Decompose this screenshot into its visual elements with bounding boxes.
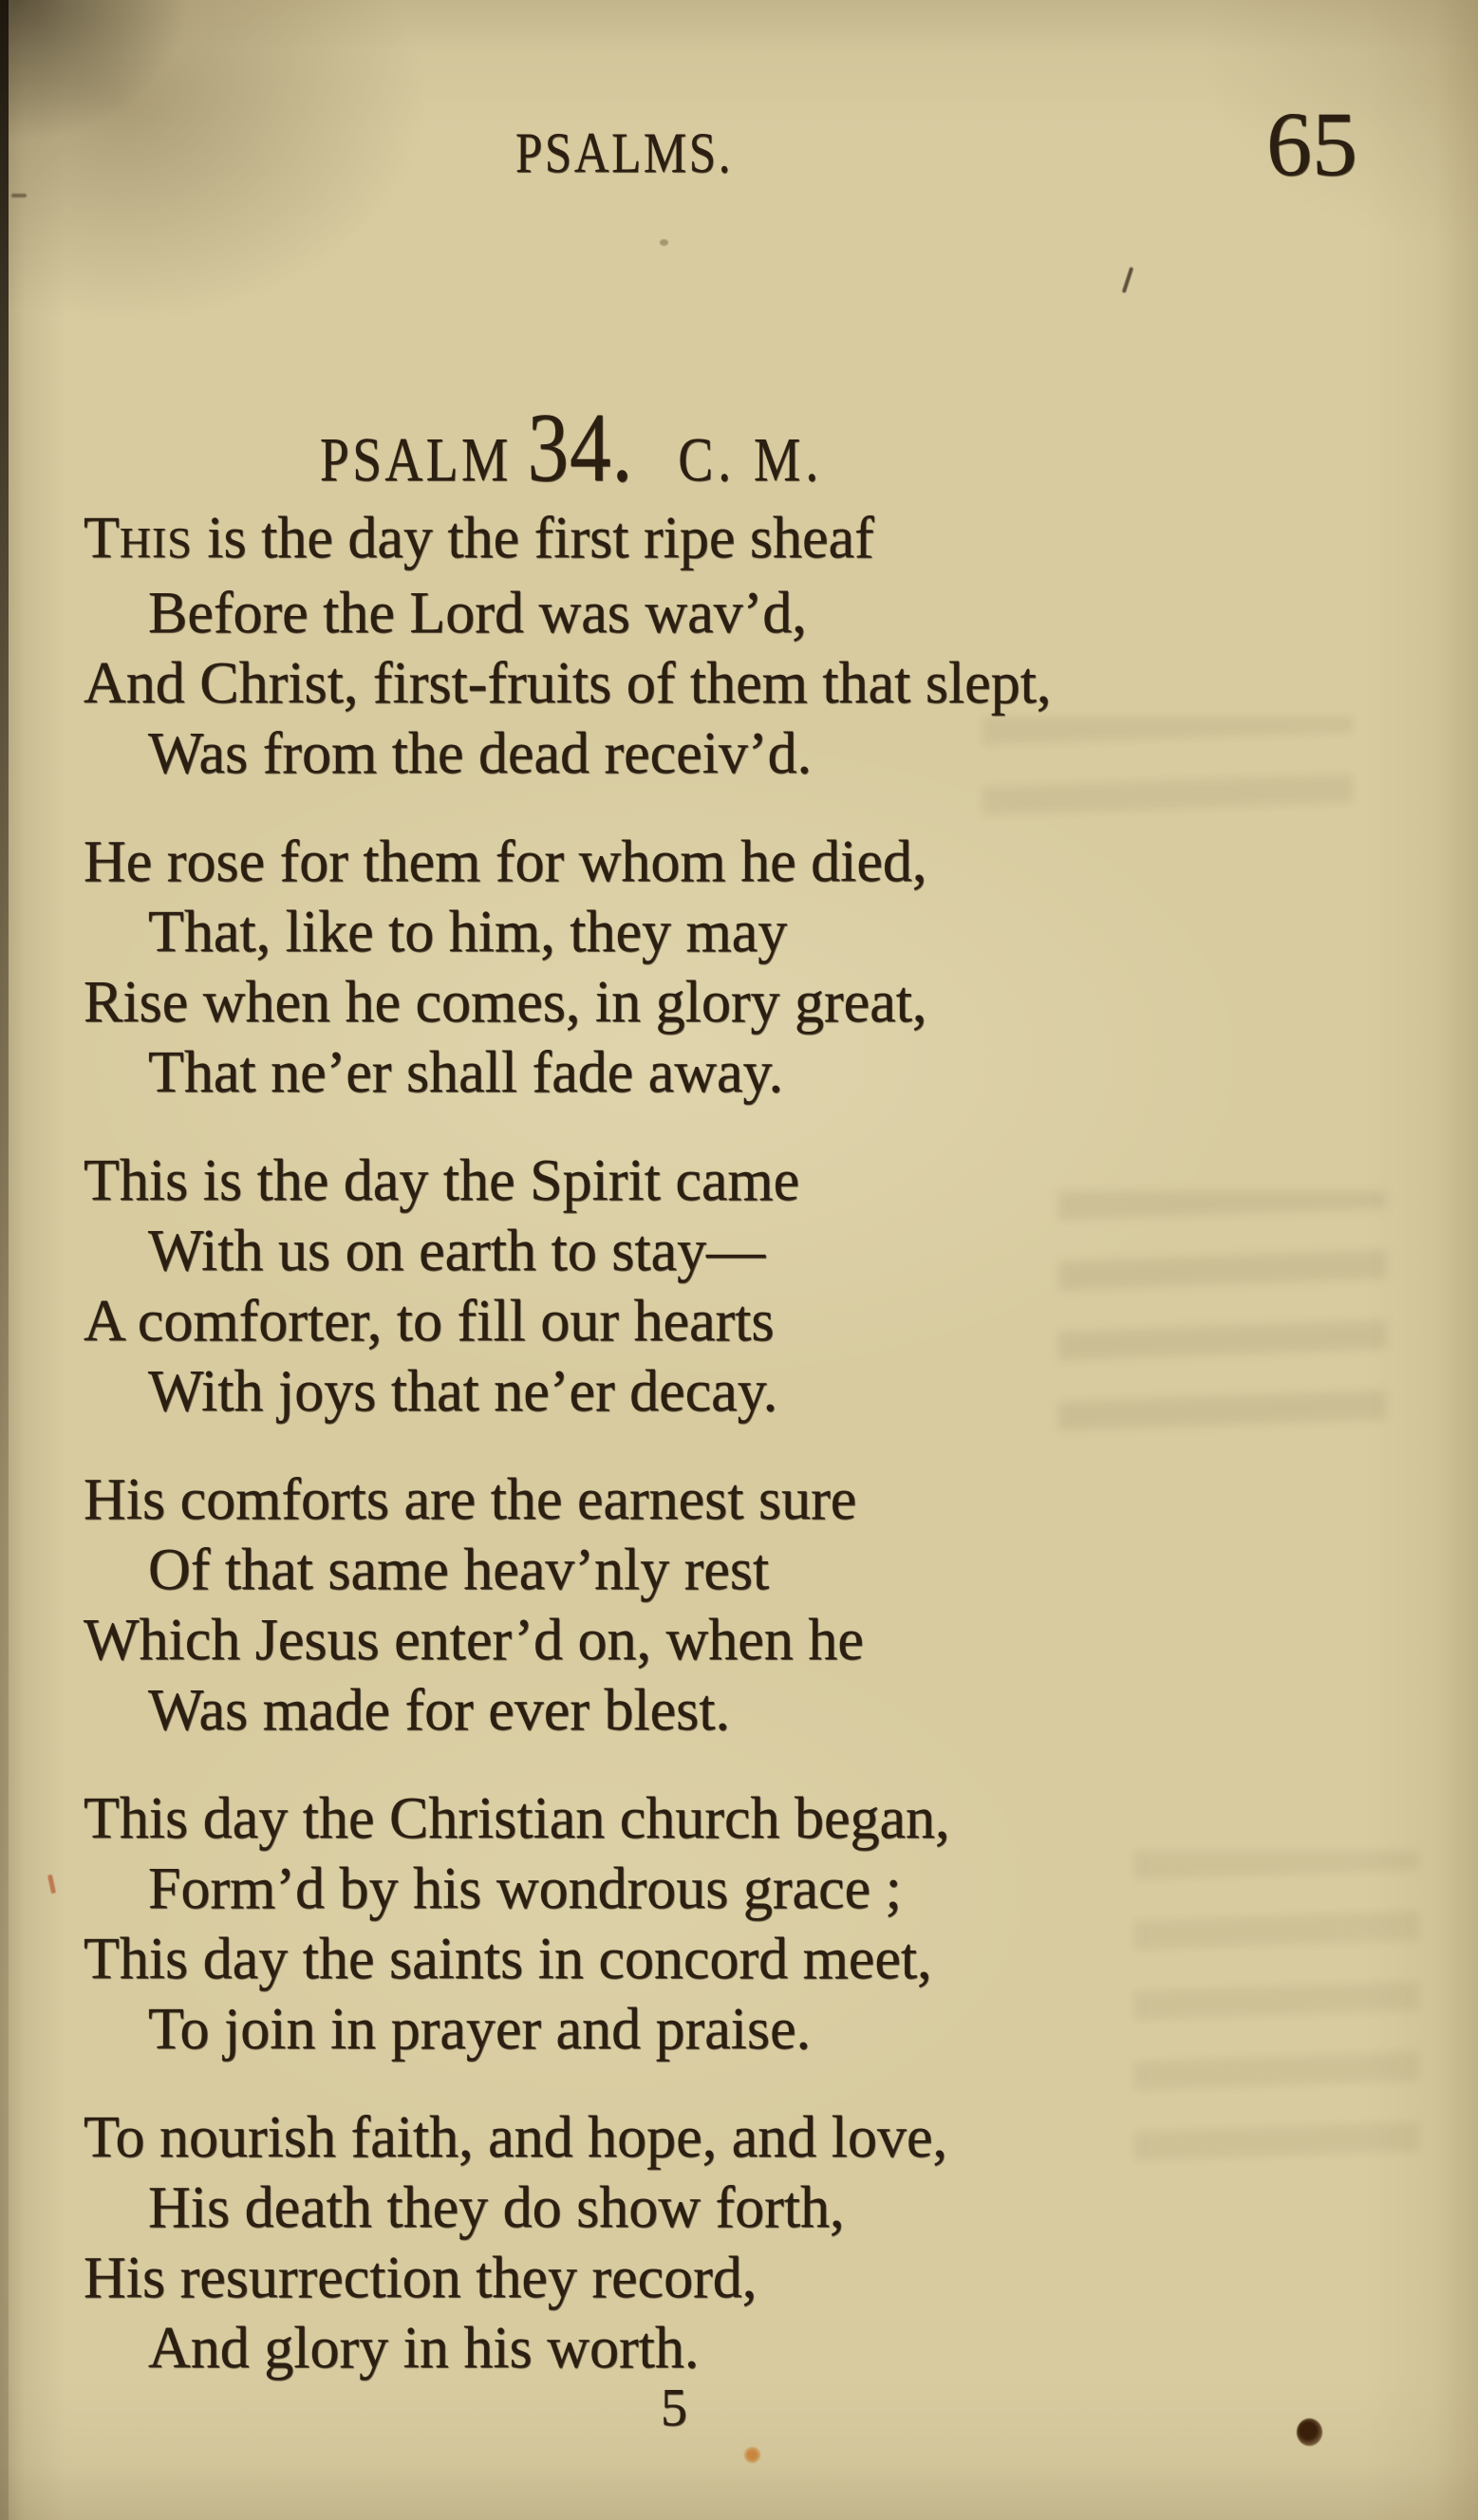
stanza bbox=[84, 1146, 1403, 1427]
stanza bbox=[84, 1783, 1403, 2064]
page-number: 65 bbox=[1266, 93, 1357, 195]
verse-line: His death they do show forth, bbox=[148, 2175, 845, 2240]
ink-speck bbox=[660, 239, 668, 246]
verse-line: That, like to him, they may bbox=[148, 900, 788, 964]
psalm-heading bbox=[320, 391, 823, 504]
scan-corner-shadow bbox=[0, 0, 190, 142]
verse-line: Which Jesus enter’d on, when he bbox=[84, 1608, 864, 1672]
verse-line: And Christ, first-fruits of them that slept, bbox=[84, 651, 1052, 716]
verse-line: With joys that ne’er decay. bbox=[148, 1359, 778, 1424]
verse-line: Of that same heav’nly rest bbox=[148, 1538, 770, 1602]
scan-left-edge-shadow bbox=[0, 0, 9, 2520]
verse-line: This day the saints in concord meet, bbox=[84, 1927, 932, 1991]
psalm-heading-label: PSALM bbox=[320, 425, 512, 495]
verse-line: With us on earth to stay— bbox=[148, 1219, 766, 1283]
verse-line: Before the Lord was wav’d, bbox=[148, 581, 807, 645]
signature-mark: 5 bbox=[661, 2379, 687, 2437]
scratch-mark bbox=[1122, 267, 1133, 293]
verse-line: Was from the dead receiv’d. bbox=[148, 721, 813, 786]
stanza bbox=[84, 2102, 1403, 2383]
foxing-speck bbox=[744, 2447, 760, 2463]
small-caps-text: HIS bbox=[119, 518, 193, 567]
lead-capital: T bbox=[84, 506, 120, 570]
verse-line: THIS is the day the first ripe sheaf bbox=[84, 506, 874, 570]
ink-speck bbox=[11, 194, 27, 197]
stanza bbox=[84, 503, 1403, 789]
verse-line: His resurrection they record, bbox=[84, 2246, 758, 2310]
verse-line: His comforts are the earnest sure bbox=[84, 1467, 857, 1532]
foxing-speck bbox=[47, 1875, 56, 1895]
verse-line: That ne’er shall fade away. bbox=[148, 1040, 784, 1105]
verse-line: A comforter, to fill our hearts bbox=[84, 1289, 775, 1353]
verse-line: To nourish faith, and hope, and love, bbox=[84, 2105, 947, 2170]
ink-spot bbox=[1297, 2418, 1322, 2446]
verse-column bbox=[84, 503, 1403, 2421]
verse-line: Form’d by his wondrous grace ; bbox=[148, 1857, 902, 1921]
verse-line: Was made for ever blest. bbox=[148, 1678, 731, 1743]
stanza bbox=[84, 1465, 1403, 1745]
running-head: PSALMS. bbox=[515, 121, 734, 184]
verse-line: Rise when he comes, in glory great, bbox=[84, 970, 927, 1035]
verse-line: This day the Christian church began, bbox=[84, 1786, 950, 1851]
verse-line: This is the day the Spirit came bbox=[84, 1148, 800, 1213]
verse-line: And glory in his worth. bbox=[148, 2316, 700, 2380]
psalm-heading-meter: C. M. bbox=[678, 425, 824, 495]
psalm-heading-number: 34. bbox=[527, 393, 634, 502]
verse-line: To join in prayer and praise. bbox=[148, 1997, 812, 2062]
stanza bbox=[84, 827, 1403, 1108]
verse-line: He rose for them for whom he died, bbox=[84, 830, 927, 894]
